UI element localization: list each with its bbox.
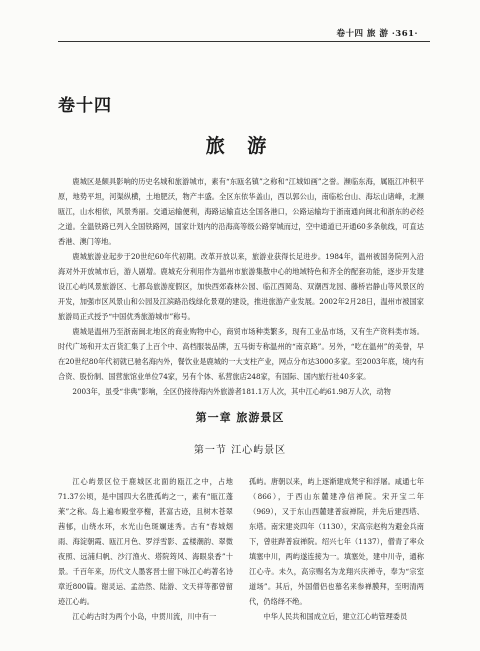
volume-title: 卷十四 bbox=[58, 96, 112, 116]
body-paragraph: 孤屿。唐朝以来，屿上逐渐建成梵宇和浮屠。咸通七年（866），于西山东麓建净信禅院。宋开宝二年（969），又于东山西麓建普寂禅院，并先后建西塔、东塔。南宋建炎四年（1130），宋高宗赵构为避金兵南下，曾驻跸普寂禅院。绍兴七年（1137），僧青了率众填塞中川，两屿遂连接为一。填塞处，建中川寺，通称江心寺。未久，高宗赐名为龙翔兴庆禅寺，奉为“宗室道场”。其后，外国僧侣也慕名来参禅膜拜，至明清两代，仍络绎不绝。 bbox=[249, 477, 424, 606]
intro-paragraph: 鹿城旅游业起步于20世纪60年代初期。改革开放以来，旅游业获得长足进步。1984年，温州被国务院列入沿海对外开放城市后，游人剧增。鹿城充分利用作为温州市旅游集散中心的地域特色和齐全的配套功能，逐步开发建设江心屿风景旅游区、七都岛旅游度假区，加快西郊森林公园、临江西岡岛、双潮西龙园、藤桥岩静山等风景区的开发，加强市区风景山和公园及江滨路沿线绿化景观的建设，推进旅游产业发展。2002年2月28日，温州市被国家旅游局正式授予“中国优秀旅游城市”称号。 bbox=[58, 252, 424, 321]
right-column bbox=[249, 474, 424, 624]
section-subtitle: 第一节 江心屿景区 bbox=[193, 445, 287, 456]
left-column bbox=[58, 474, 233, 624]
intro-text bbox=[58, 174, 424, 399]
intro-paragraph: 2003年，虽受“非典”影响，全区仍接待海内外旅游者181.1万人次，其中江心屿61.98万人次，动物 bbox=[72, 387, 391, 396]
two-column-body bbox=[58, 474, 424, 624]
body-paragraph: 江心屿古时为两个小岛，中贯川流，川中有一 bbox=[72, 612, 217, 621]
running-head: 卷十四 旅 游 ·361· bbox=[336, 29, 418, 39]
body-paragraph: 中华人民共和国成立后，建立江心屿管理委员 bbox=[263, 612, 408, 621]
chapter-title: 第一章 旅游景区 bbox=[195, 411, 285, 424]
section-title: 旅 游 bbox=[205, 135, 275, 157]
header-rule bbox=[58, 41, 430, 42]
body-paragraph: 江心屿景区位于鹿城区北面的瓯江之中，占地71.37公顷，是中国四大名胜孤屿之一，素有“瓯江蓬莱”之称。岛上遍布殿堂亭榭，甚富古迹，且树木苍翠茜郁，山绕水环，水光山色斑斓迷秀。古有“春城烟雨、海淀朝霞、瓯江月色、罗浮雪影、孟楼潮韵、翠微夜照、远浦归帆、沙汀渔火、塔院筠风、海眼泉香”十景。千百年来，历代文人墨客晋士留下咏江心屿著名诗章近800篇。谢灵运、孟浩然、陆游、文天祥等都曾留迹江心屿。 bbox=[58, 477, 233, 606]
intro-paragraph: 鹿城区是颇具影响的历史名城和旅游城市，素有“东瓯名镇”之称和“江城如画”之誉。濒临东海，属瓯江冲积平原，地势平坦，河渠纵横，土地肥沃，物产丰盛。全区东依华盖山，西以郭公山，南临松台山、海坛山诸峰，北濒瓯江，山水相依，风景秀丽。交通运输便利，海路运输直达全国各港口，公路运输均于浙南通向闽北和浙东的必经之道。全温铁路已列入全国铁路网，国家计划内的沿海高等级公路穿城而过，空中通道已开通60多条航线，可直达香港、澳门等地。 bbox=[58, 177, 424, 246]
intro-paragraph: 鹿城是温州乃至浙南闽北地区的商业购物中心，商贸市场种类繁多，现有工业品市场，又有生产资料类市场。时代广场和开太百货汇集了上百个中、高档服装品牌，五马街专称温州的“南京路”。另外，“吃在温州”的美誉，早在20世纪80年代初就已驰名海内外，餐饮业是鹿城的一大支柱产业，网点分布达3000多家。至2003年底，境内有合资、股份制、国营旅馆业单位74家，另有个体、私营旅店248家，有国际、国内旅行社40多家。 bbox=[58, 327, 424, 381]
